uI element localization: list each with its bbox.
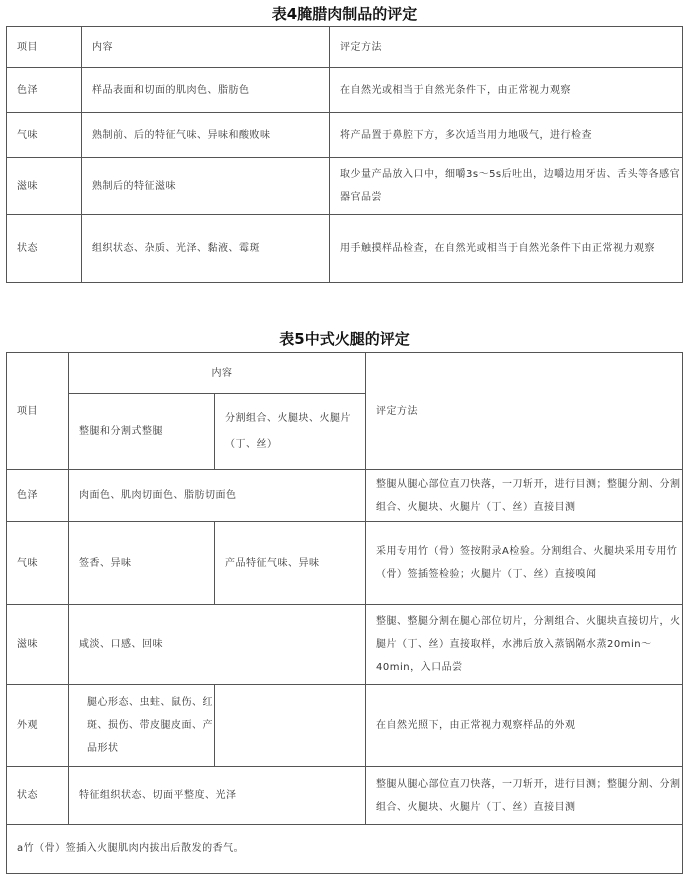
cell-content: 肉面色、肌肉切面色、脂肪切面色 — [69, 470, 366, 522]
table4-title: 表4腌腊肉制品的评定 — [271, 5, 418, 23]
table-row — [7, 158, 683, 215]
cell-item: 气味 — [7, 522, 69, 605]
table-row — [7, 470, 683, 522]
table-row — [7, 522, 683, 605]
table-row — [7, 27, 683, 68]
table-row — [7, 113, 683, 158]
cell-content: 腿心形态、虫蛀、鼠伤、红斑、损伤、带皮腿皮面、产品形状 — [69, 685, 215, 767]
table-row — [7, 605, 683, 685]
cell-method: 将产品置于鼻腔下方，多次适当用力地吸气，进行检查 — [330, 113, 683, 158]
subheader-split-ham: 分割组合、火腿块、火腿片（丁、丝） — [215, 394, 366, 470]
cell-item: 状态 — [7, 215, 82, 283]
cell-method: 整腿从腿心部位直刀快落，一刀斩开，进行目测；整腿分割、分割组合、火腿块、火腿片（丁、丝）直接目测 — [366, 767, 683, 825]
cell-method: 整腿、整腿分割在腿心部位切片，分割组合、火腿块直接切片，火腿片（丁、丝）直接取样，水沸后放入蒸锅隔水蒸20min～40min，入口品尝 — [366, 605, 683, 685]
table-row — [7, 215, 683, 283]
cell-item: 滋味 — [7, 605, 69, 685]
header-method: 评定方法 — [366, 353, 683, 470]
cell-method: 整腿从腿心部位直刀快落，一刀斩开，进行目测；整腿分割、分割组合、火腿块、火腿片（丁、丝）直接目测 — [366, 470, 683, 522]
table-row — [7, 68, 683, 113]
cell-item: 状态 — [7, 767, 69, 825]
cell-content: 产品特征气味、异味 — [215, 522, 366, 605]
cell-content: 熟制后的特征滋味 — [82, 158, 330, 215]
cell-content: 熟制前、后的特征气味、异味和酸败味 — [82, 113, 330, 158]
cell-item: 滋味 — [7, 158, 82, 215]
cell-content — [215, 685, 366, 767]
cell-content: 咸淡、口感、回味 — [69, 605, 366, 685]
table-row — [7, 685, 683, 767]
cell-method: 采用专用竹（骨）签按附录A检验。分割组合、火腿块采用专用竹（骨）签插签检验；火腿片（丁、丝）直接嗅闻 — [366, 522, 683, 605]
footnote: a竹（骨）签插入火腿肌肉内拔出后散发的香气。 — [7, 825, 683, 874]
cell-method: 在自然光或相当于自然光条件下，由正常视力观察 — [330, 68, 683, 113]
header-item: 项目 — [7, 353, 69, 470]
cell-method: 在自然光照下，由正常视力观察样品的外观 — [366, 685, 683, 767]
cell-content: 组织状态、杂质、光泽、黏液、霉斑 — [82, 215, 330, 283]
header-method: 评定方法 — [330, 27, 683, 68]
cell-content: 样品表面和切面的肌肉色、脂肪色 — [82, 68, 330, 113]
cell-item: 色泽 — [7, 68, 82, 113]
cell-item: 色泽 — [7, 470, 69, 522]
table5 — [6, 352, 683, 874]
cell-content: 特征组织状态、切面平整度、光泽 — [69, 767, 366, 825]
cell-method: 取少量产品放入口中，细嚼3s～5s后吐出，边嚼边用牙齿、舌头等各感官器官品尝 — [330, 158, 683, 215]
table4 — [6, 26, 683, 283]
cell-content: 签香、异味 — [69, 522, 215, 605]
table-row — [7, 353, 683, 394]
subheader-whole-ham: 整腿和分割式整腿 — [69, 394, 215, 470]
table-row — [7, 767, 683, 825]
cell-item: 外观 — [7, 685, 69, 767]
header-content: 内容 — [69, 353, 366, 394]
table5-title: 表5中式火腿的评定 — [279, 330, 410, 348]
cell-method: 用手触摸样品检查，在自然光或相当于自然光条件下由正常视力观察 — [330, 215, 683, 283]
header-item: 项目 — [7, 27, 82, 68]
header-content: 内容 — [82, 27, 330, 68]
cell-item: 气味 — [7, 113, 82, 158]
table-row — [7, 825, 683, 874]
